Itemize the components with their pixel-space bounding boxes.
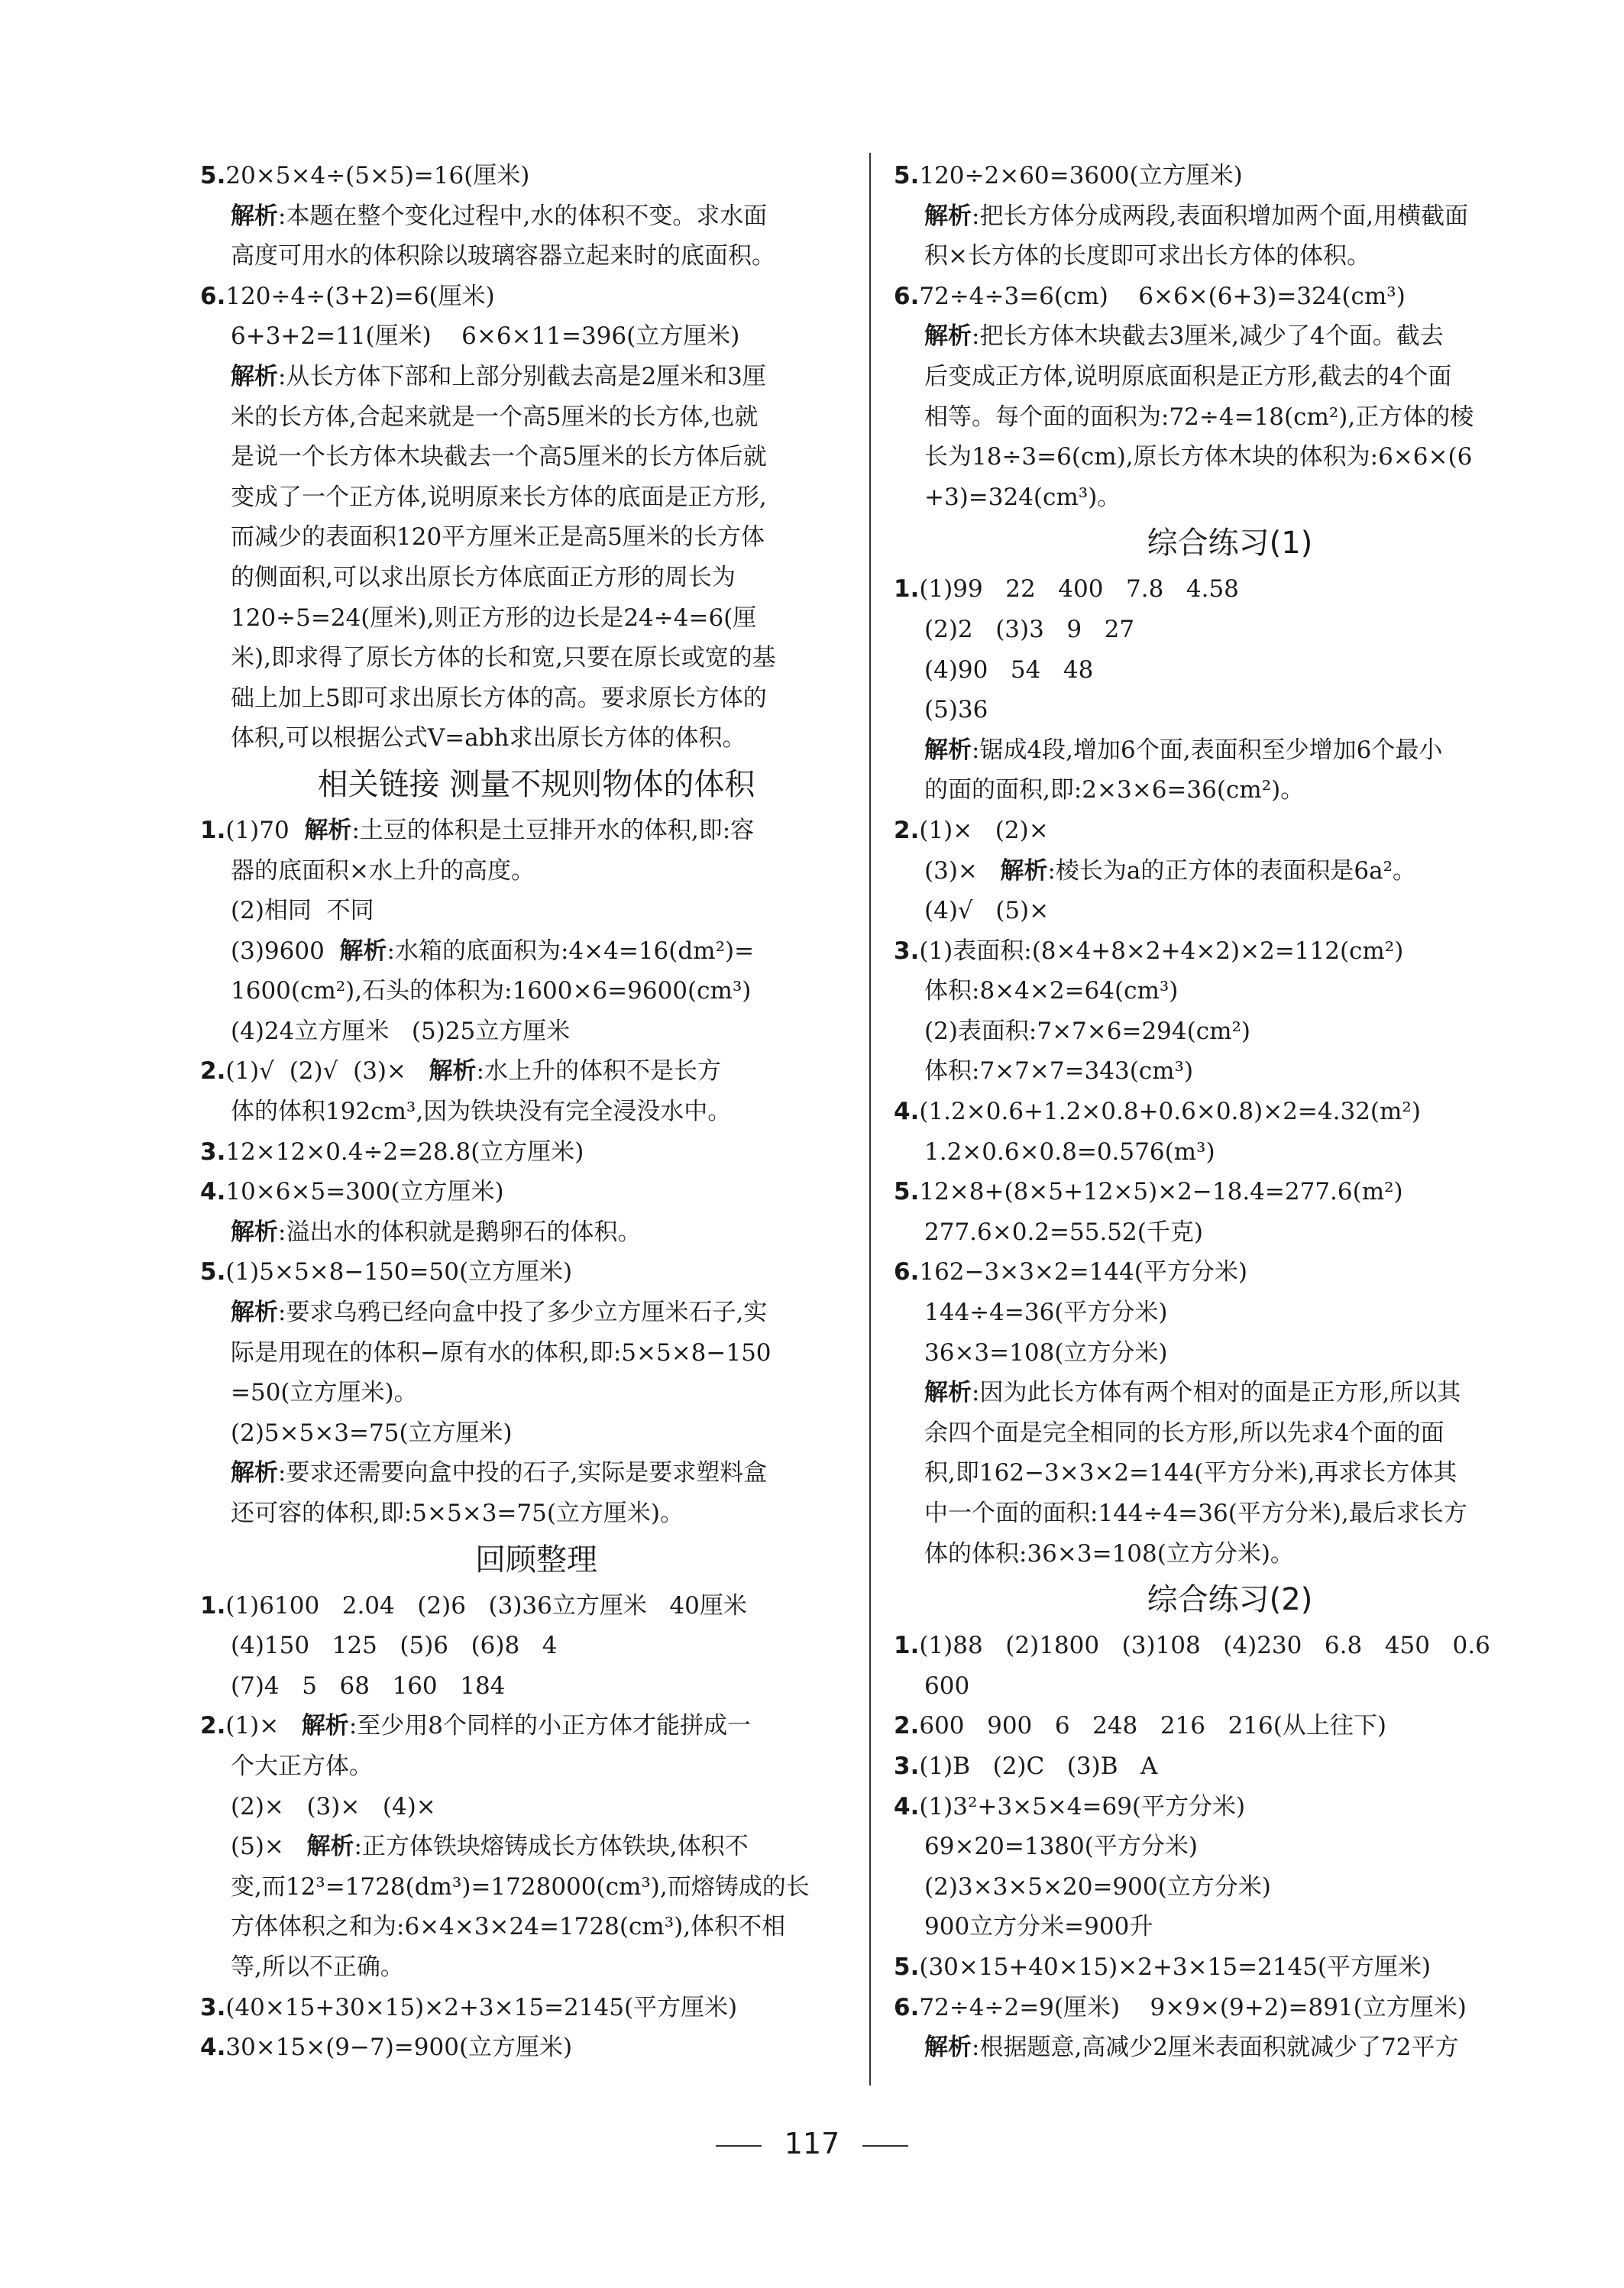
line-text: 是说一个长方体木块截去一个高5厘米的长方体后就	[231, 443, 767, 471]
line-text: (2)3×3×5×20=900(立方分米)	[924, 1872, 1271, 1901]
line-text: (1)3²+3×5×4=69(平方分米)	[919, 1792, 1246, 1820]
analysis-label: 解析	[231, 1218, 278, 1246]
line-text: 6+3+2=11(厘米) 6×6×11=396(立方厘米)	[231, 322, 740, 351]
text-line	[894, 971, 1566, 1011]
line-text: 等,所以不正确。	[231, 1953, 404, 1981]
line-text: 长为18÷3=6(cm),原长方体木块的体积为:6×6×(6	[924, 443, 1473, 471]
question-line	[894, 1988, 1566, 2028]
question-line	[200, 156, 872, 196]
question-number: 1.	[200, 816, 226, 844]
analysis-line	[200, 357, 872, 397]
text-line	[200, 236, 872, 277]
line-text: (5)×	[231, 1833, 307, 1861]
text-line	[200, 1413, 872, 1454]
question-line	[200, 1051, 872, 1092]
analysis-line	[894, 196, 1566, 237]
question-number: 5.	[894, 1178, 920, 1206]
text-line	[894, 1534, 1566, 1574]
line-text: 120÷4÷(3+2)=6(厘米)	[225, 282, 495, 310]
question-number: 5.	[894, 162, 920, 189]
right-column	[894, 156, 1566, 2068]
question-line	[200, 1132, 872, 1173]
analysis-label: 解析	[924, 2034, 972, 2062]
text-line	[894, 1666, 1566, 1707]
text-line	[894, 1293, 1566, 1333]
text-line	[200, 971, 872, 1011]
line-text: 12×8+(8×5+12×5)×2−18.4=277.6(m²)	[919, 1178, 1403, 1206]
line-text: (4)√ (5)×	[924, 897, 1050, 925]
question-line	[200, 277, 872, 317]
column-divider	[869, 153, 871, 2086]
line-text: 高度可用水的体积除以玻璃容器立起来时的底面积。	[231, 242, 775, 270]
text-line	[200, 1827, 872, 1867]
left-column	[200, 156, 872, 2068]
analysis-line	[200, 1293, 872, 1333]
question-number: 6.	[200, 282, 226, 310]
text-line	[200, 718, 872, 759]
question-number: 5.	[200, 1258, 226, 1286]
question-number: 6.	[894, 1258, 920, 1286]
line-text: 120÷2×60=3600(立方厘米)	[919, 162, 1243, 189]
question-line	[200, 1988, 872, 2028]
question-line	[894, 277, 1566, 317]
line-text: 36×3=108(立方分米)	[924, 1338, 1168, 1367]
footer-dash-right	[862, 2145, 908, 2147]
text-line	[200, 558, 872, 598]
question-line	[894, 931, 1566, 972]
line-text: (2)2 (3)3 9 27	[924, 615, 1135, 643]
question-number: 4.	[200, 2034, 226, 2062]
section-heading: 综合练习(2)	[1147, 1582, 1313, 1618]
question-line	[200, 811, 872, 851]
section-heading: 回顾整理	[475, 1542, 597, 1578]
question-number: 2.	[200, 1057, 226, 1086]
analysis-line	[200, 1453, 872, 1494]
question-line	[894, 1706, 1566, 1746]
question-line	[894, 1092, 1566, 1132]
line-text: 30×15×(9−7)=900(立方厘米)	[225, 2034, 573, 2062]
line-text: (1)×	[225, 1712, 302, 1740]
line-text: (1)5×5×8−150=50(立方厘米)	[225, 1258, 573, 1286]
line-text: :把长方体分成两段,表面积增加两个面,用横截面	[972, 202, 1469, 230]
question-number: 1.	[200, 1591, 226, 1620]
line-text: 120÷5=24(厘米),则正方形的边长是24÷4=6(厘	[231, 604, 757, 632]
line-text: +3)=324(cm³)。	[924, 483, 1121, 511]
analysis-label: 解析	[231, 1459, 278, 1487]
text-line	[894, 1132, 1566, 1173]
line-text: (2)相同 不同	[231, 897, 374, 925]
question-number: 4.	[200, 1178, 226, 1206]
analysis-label: 解析	[301, 1712, 349, 1740]
text-line	[894, 1333, 1566, 1374]
text-line	[894, 770, 1566, 811]
question-number: 3.	[200, 1993, 226, 2021]
line-text: 还可容的体积,即:5×5×3=75(立方厘米)。	[231, 1500, 684, 1527]
line-text: (1)B (2)C (3)B A	[919, 1752, 1158, 1780]
analysis-line	[200, 196, 872, 237]
text-line	[200, 1333, 872, 1374]
text-line	[894, 851, 1566, 892]
line-text: 体的体积192cm³,因为铁块没有完全浸没水中。	[231, 1098, 732, 1126]
line-text: (2)5×5×3=75(立方厘米)	[231, 1419, 513, 1447]
line-text: 余四个面是完全相同的长方形,所以先求4个面的面	[924, 1419, 1444, 1447]
line-text: 体积:7×7×7=343(cm³)	[924, 1057, 1194, 1086]
line-text: (4)90 54 48	[924, 655, 1094, 684]
line-text: 而减少的表面积120平方厘米正是高5厘米的长方体	[231, 523, 765, 552]
question-number: 2.	[200, 1712, 226, 1740]
analysis-label: 解析	[231, 1299, 278, 1327]
line-text: 600	[924, 1672, 970, 1700]
line-text: 20×5×4÷(5×5)=16(厘米)	[225, 162, 530, 189]
text-line	[894, 437, 1566, 477]
line-text: 的侧面积,可以求出原长方体底面正方形的周长为	[231, 563, 736, 591]
line-text: 个大正方体。	[231, 1752, 373, 1780]
line-text: 1600(cm²),石头的体积为:1600×6=9600(cm³)	[231, 977, 752, 1005]
analysis-label: 解析	[429, 1057, 477, 1086]
line-text: (5)36	[924, 696, 988, 724]
line-text: :土豆的体积是土豆排开水的体积,即:容	[351, 816, 755, 844]
text-line	[200, 931, 872, 972]
line-text: (1)√ (2)√ (3)×	[225, 1057, 429, 1086]
line-text: 体的体积:36×3=108(立方分米)。	[924, 1539, 1294, 1568]
line-text: (1)× (2)×	[919, 816, 1049, 844]
text-line	[200, 316, 872, 357]
text-line	[200, 638, 872, 678]
question-number: 3.	[200, 1138, 226, 1166]
text-line	[894, 1827, 1566, 1867]
analysis-line	[894, 2027, 1566, 2068]
line-text: 际是用现在的体积−原有水的体积,即:5×5×8−150	[231, 1338, 772, 1367]
text-line	[894, 650, 1566, 691]
line-text: :溢出水的体积就是鹅卵石的体积。	[278, 1218, 642, 1246]
text-line	[894, 891, 1566, 931]
question-number: 3.	[894, 1752, 920, 1780]
analysis-label: 解析	[924, 202, 972, 230]
line-text: 900立方分米=900升	[924, 1913, 1153, 1941]
question-line	[200, 2027, 872, 2068]
line-text: 600 900 6 248 216 216(从上往下)	[919, 1712, 1386, 1740]
question-line	[894, 569, 1566, 610]
text-line	[200, 477, 872, 518]
text-line	[200, 598, 872, 639]
text-line	[200, 678, 872, 719]
line-text: 后变成正方体,说明原底面积是正方形,截去的4个面	[924, 362, 1452, 390]
line-text: :锯成4段,增加6个面,表面积至少增加6个最小	[972, 736, 1443, 764]
line-text: (4)24立方厘米 (5)25立方厘米	[231, 1017, 571, 1045]
line-text: 础上加上5即可求出原长方体的高。要求原长方体的	[231, 684, 767, 712]
text-line	[200, 437, 872, 477]
line-text: 积×长方体的长度即可求出长方体的体积。	[924, 242, 1370, 270]
line-text: (1)6100 2.04 (2)6 (3)36立方厘米 40厘米	[225, 1591, 747, 1620]
line-text: (30×15+40×15)×2+3×15=2145(平方厘米)	[919, 1953, 1432, 1981]
line-text: :要求乌鸦已经向盒中投了多少立方厘米石子,实	[278, 1299, 768, 1327]
text-line	[200, 1907, 872, 1947]
page-number: 117	[784, 2127, 840, 2160]
line-text: (2)表面积:7×7×6=294(cm²)	[924, 1017, 1250, 1045]
question-number: 1.	[894, 1632, 920, 1660]
line-text: (7)4 5 68 160 184	[231, 1672, 506, 1700]
line-text: 积,即162−3×3×2=144(平方分米),再求长方体其	[924, 1459, 1457, 1487]
text-line	[200, 1746, 872, 1787]
section-heading: 综合练习(1)	[1147, 526, 1313, 561]
line-text: :水箱的底面积为:4×4=16(dm²)=	[387, 937, 755, 965]
line-text: (3)9600	[231, 937, 340, 965]
line-text: :棱长为a的正方体的表面积是6a²。	[1047, 856, 1417, 885]
line-text: 12×12×0.4÷2=28.8(立方厘米)	[225, 1138, 584, 1166]
line-text: (4)150 125 (5)6 (6)8 4	[231, 1632, 558, 1660]
line-text: (1)表面积:(8×4+8×2+4×2)×2=112(cm²)	[919, 937, 1404, 965]
text-line	[200, 1373, 872, 1413]
line-text: 144÷4=36(平方分米)	[924, 1299, 1168, 1327]
question-number: 1.	[894, 575, 920, 604]
text-line	[894, 610, 1566, 650]
line-text: :水上升的体积不是长方	[476, 1057, 722, 1086]
question-line	[200, 1172, 872, 1212]
question-number: 5.	[200, 162, 226, 189]
question-number: 4.	[894, 1098, 920, 1126]
question-line	[894, 1947, 1566, 1988]
line-text: (3)×	[924, 856, 1001, 885]
question-number: 4.	[894, 1792, 920, 1820]
line-text: 体积,可以根据公式V=abh求出原长方体的体积。	[231, 724, 746, 752]
question-line	[894, 811, 1566, 851]
footer-dash-left	[716, 2145, 762, 2147]
line-text: (1)88 (2)1800 (3)108 (4)230 6.8 450 0.6	[919, 1632, 1490, 1660]
text-line	[200, 1947, 872, 1988]
question-line	[894, 1787, 1566, 1827]
line-text: 变,而12³=1728(dm³)=1728000(cm³),而熔铸成的长	[231, 1872, 810, 1901]
text-line	[894, 1907, 1566, 1947]
line-text: :根据题意,高减少2厘米表面积就减少了72平方	[972, 2034, 1459, 2062]
analysis-line	[894, 1373, 1566, 1413]
line-text: =50(立方厘米)。	[231, 1379, 418, 1407]
analysis-label: 解析	[306, 1833, 354, 1861]
text-line	[200, 851, 872, 892]
text-line	[200, 397, 872, 438]
analysis-line	[200, 1212, 872, 1253]
analysis-label: 解析	[924, 1379, 972, 1407]
line-text: 277.6×0.2=55.52(千克)	[924, 1218, 1203, 1246]
line-text: 器的底面积×水上升的高度。	[231, 856, 535, 885]
line-text: :要求还需要向盒中投的石子,实际是要求塑料盒	[278, 1459, 768, 1487]
text-line	[894, 1413, 1566, 1454]
question-line	[894, 1172, 1566, 1212]
text-line	[200, 517, 872, 558]
text-line	[200, 1092, 872, 1132]
line-text: 72÷4÷2=9(厘米) 9×9×(9+2)=891(立方厘米)	[919, 1993, 1467, 2021]
line-text: 相等。每个面的面积为:72÷4=18(cm²),正方体的棱	[924, 403, 1474, 431]
analysis-label: 解析	[339, 937, 387, 965]
question-number: 2.	[894, 816, 920, 844]
text-line	[894, 1011, 1566, 1052]
analysis-label: 解析	[304, 816, 352, 844]
section-heading: 相关链接 测量不规则物体的体积	[317, 766, 755, 802]
page-footer	[0, 2127, 1624, 2160]
question-line	[894, 1626, 1566, 1666]
text-line	[894, 1453, 1566, 1494]
text-line	[894, 1867, 1566, 1908]
text-line	[894, 236, 1566, 277]
question-line	[200, 1252, 872, 1293]
text-line	[200, 1494, 872, 1534]
line-text: :至少用8个同样的小正方体才能拼成一	[348, 1712, 751, 1740]
analysis-label: 解析	[924, 736, 972, 764]
text-line	[894, 397, 1566, 438]
line-text: :把长方体木块截去3厘米,减少了4个面。截去	[972, 322, 1444, 351]
line-text: (1)70	[225, 816, 305, 844]
text-line	[894, 1494, 1566, 1534]
question-line	[894, 156, 1566, 196]
line-text: :从长方体下部和上部分别截去高是2厘米和3厘	[278, 362, 766, 390]
question-line	[200, 1586, 872, 1626]
line-text: :本题在整个变化过程中,水的体积不变。求水面	[278, 202, 768, 230]
text-line	[894, 477, 1566, 518]
line-text: 米),即求得了原长方体的长和宽,只要在原长或宽的基	[231, 644, 776, 672]
line-text: 变成了一个正方体,说明原来长方体的底面是正方形,	[231, 483, 767, 511]
text-line	[894, 690, 1566, 730]
analysis-label: 解析	[231, 362, 278, 390]
text-line	[894, 1212, 1566, 1253]
analysis-label: 解析	[231, 202, 278, 230]
text-line	[894, 1051, 1566, 1092]
line-text: 的面的面积,即:2×3×6=36(cm²)。	[924, 776, 1305, 804]
text-line	[200, 1666, 872, 1707]
text-line	[200, 1626, 872, 1666]
analysis-line	[894, 316, 1566, 357]
line-text: (40×15+30×15)×2+3×15=2145(平方厘米)	[225, 1993, 738, 2021]
line-text: 体积:8×4×2=64(cm³)	[924, 977, 1179, 1005]
line-text: :因为此长方体有两个相对的面是正方形,所以其	[972, 1379, 1461, 1407]
text-line	[894, 357, 1566, 397]
text-line	[200, 891, 872, 931]
text-line	[200, 1787, 872, 1827]
analysis-line	[894, 730, 1566, 771]
question-number: 5.	[894, 1953, 920, 1981]
text-line	[200, 1867, 872, 1908]
question-number: 6.	[894, 1993, 920, 2021]
analysis-label: 解析	[1000, 856, 1048, 885]
question-number: 2.	[894, 1712, 920, 1740]
line-text: (1.2×0.6+1.2×0.8+0.6×0.8)×2=4.32(m²)	[919, 1098, 1421, 1126]
question-line	[894, 1746, 1566, 1787]
line-text: 中一个面的面积:144÷4=36(平方分米),最后求长方	[924, 1500, 1467, 1527]
line-text: 方体体积之和为:6×4×3×24=1728(cm³),体积不相	[231, 1913, 786, 1941]
line-text: (1)99 22 400 7.8 4.58	[919, 575, 1239, 604]
line-text: 72÷4÷3=6(cm) 6×6×(6+3)=324(cm³)	[919, 282, 1406, 310]
line-text: 10×6×5=300(立方厘米)	[225, 1178, 504, 1206]
question-number: 6.	[894, 282, 920, 310]
line-text: :正方体铁块熔铸成长方体铁块,体积不	[354, 1833, 749, 1861]
question-number: 3.	[894, 937, 920, 965]
text-line	[200, 1011, 872, 1052]
line-text: 1.2×0.6×0.8=0.576(m³)	[924, 1138, 1215, 1166]
line-text: 米的长方体,合起来就是一个高5厘米的长方体,也就	[231, 403, 759, 431]
line-text: 69×20=1380(平方分米)	[924, 1833, 1198, 1861]
line-text: (2)× (3)× (4)×	[231, 1792, 436, 1820]
question-line	[200, 1706, 872, 1746]
analysis-label: 解析	[924, 322, 972, 351]
question-line	[894, 1252, 1566, 1293]
line-text: 162−3×3×2=144(平方分米)	[919, 1258, 1247, 1286]
